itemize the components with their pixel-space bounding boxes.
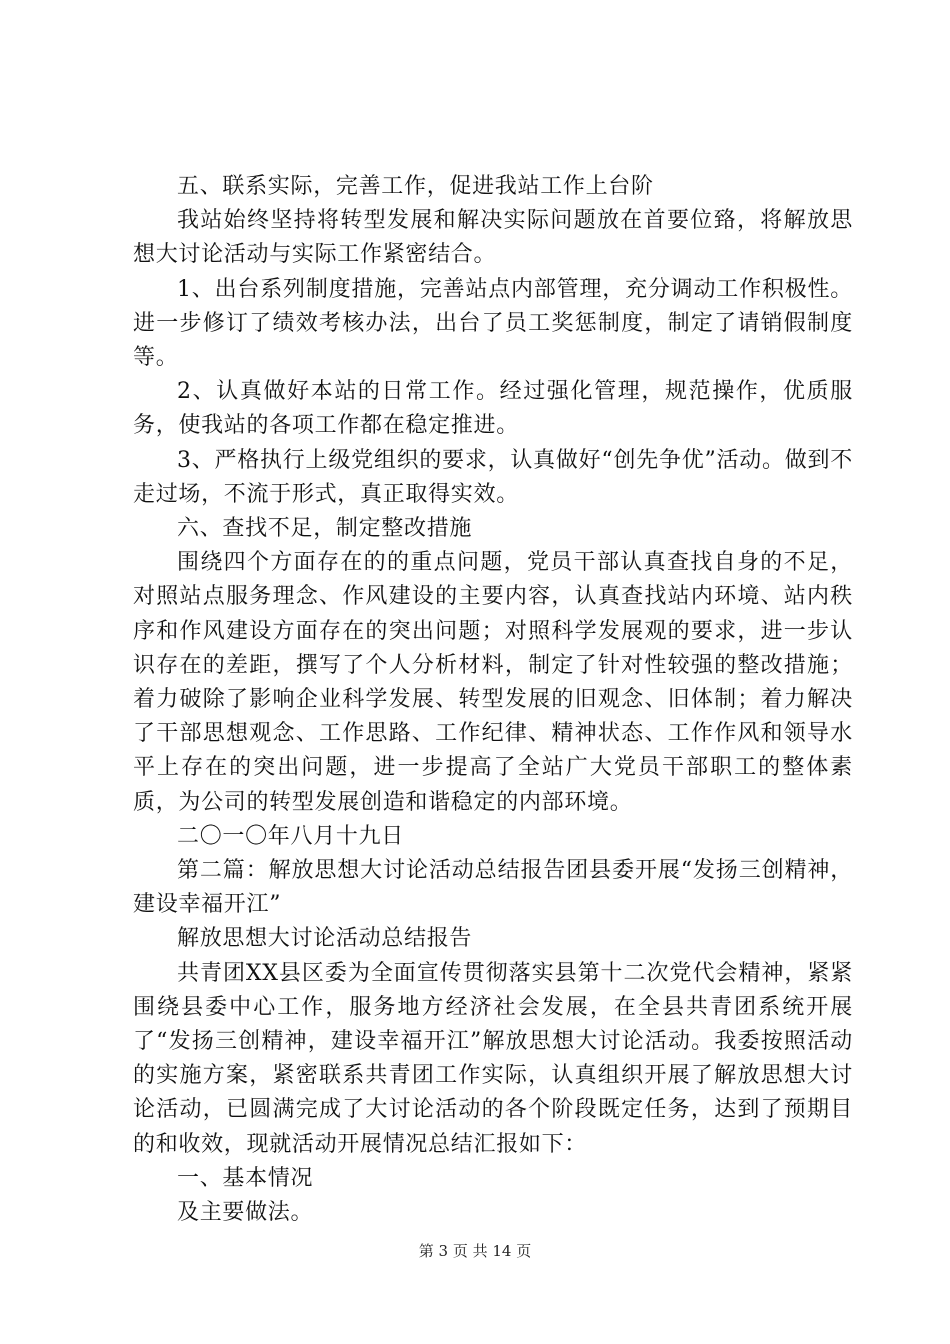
paragraph: 共青团XX县区委为全面宣传贯彻落实县第十二次党代会精神，紧紧围绕县委中心工作，服务地方经济社会发展，在全县共青团系统开展了“发扬三创精神，建设幸福开江”解放思想大讨论活动。我委按照活动的实施方案，紧密联系共青团工作实际，认真组织开展了解放思想大讨论活动，已圆满完成了大讨论活动的各个阶段既定任务，达到了预期目的和收效，现就活动开展情况总结汇报如下：: [133, 960, 853, 1157]
paragraph: 2、认真做好本站的日常工作。经过强化管理，规范操作，优质服务，使我站的各项工作都在稳定推进。: [133, 379, 853, 439]
section-heading-five: 五、联系实际，完善工作，促进我站工作上台阶: [177, 174, 654, 199]
chapter-title: 第二篇：解放思想大讨论活动总结报告团县委开展“发扬三创精神，建设幸福开江”: [133, 858, 853, 918]
paragraph: 围绕四个方面存在的的重点问题，党员干部认真查找自身的不足，对照站点服务理念、作风建设的主要内容，认真查找站内环境、站内秩序和作风建设方面存在的突出问题；对照科学发展观的要求，进一步认识存在的差距，撰写了个人分析材料，制定了针对性较强的整改措施；着力破除了影响企业科学发展、转型发展的旧观念、旧体制；着力解决了干部思想观念、工作思路、工作纪律、精神状态、工作作风和领导水平上存在的突出问题，进一步提高了全站广大党员干部职工的整体素质，为公司的转型发展创造和谐稳定的内部环境。: [133, 550, 853, 815]
paragraph: 我站始终坚持将转型发展和解决实际问题放在首要位臵，将解放思想大讨论活动与实际工作紧密结合。: [133, 208, 853, 268]
section-heading-six: 六、查找不足，制定整改措施: [177, 516, 473, 542]
page-number: 第 3 页 共 14 页: [418, 1242, 532, 1260]
paragraph: 1、出台系列制度措施，完善站点内部管理，充分调动工作积极性。进一步修订了绩效考核办法，出台了员工奖惩制度，制定了请销假制度等。: [133, 276, 853, 371]
report-title: 解放思想大讨论活动总结报告: [177, 926, 473, 952]
document-body: [133, 170, 853, 1230]
date-line: 二〇一〇年八月十九日: [177, 823, 405, 849]
paragraph: 3、严格执行上级党组织的要求，认真做好“创先争优”活动。做到不走过场，不流于形式，真正取得实效。: [133, 447, 853, 507]
section-heading-one: 一、基本情况: [177, 1165, 314, 1191]
paragraph: 及主要做法。: [177, 1200, 314, 1226]
